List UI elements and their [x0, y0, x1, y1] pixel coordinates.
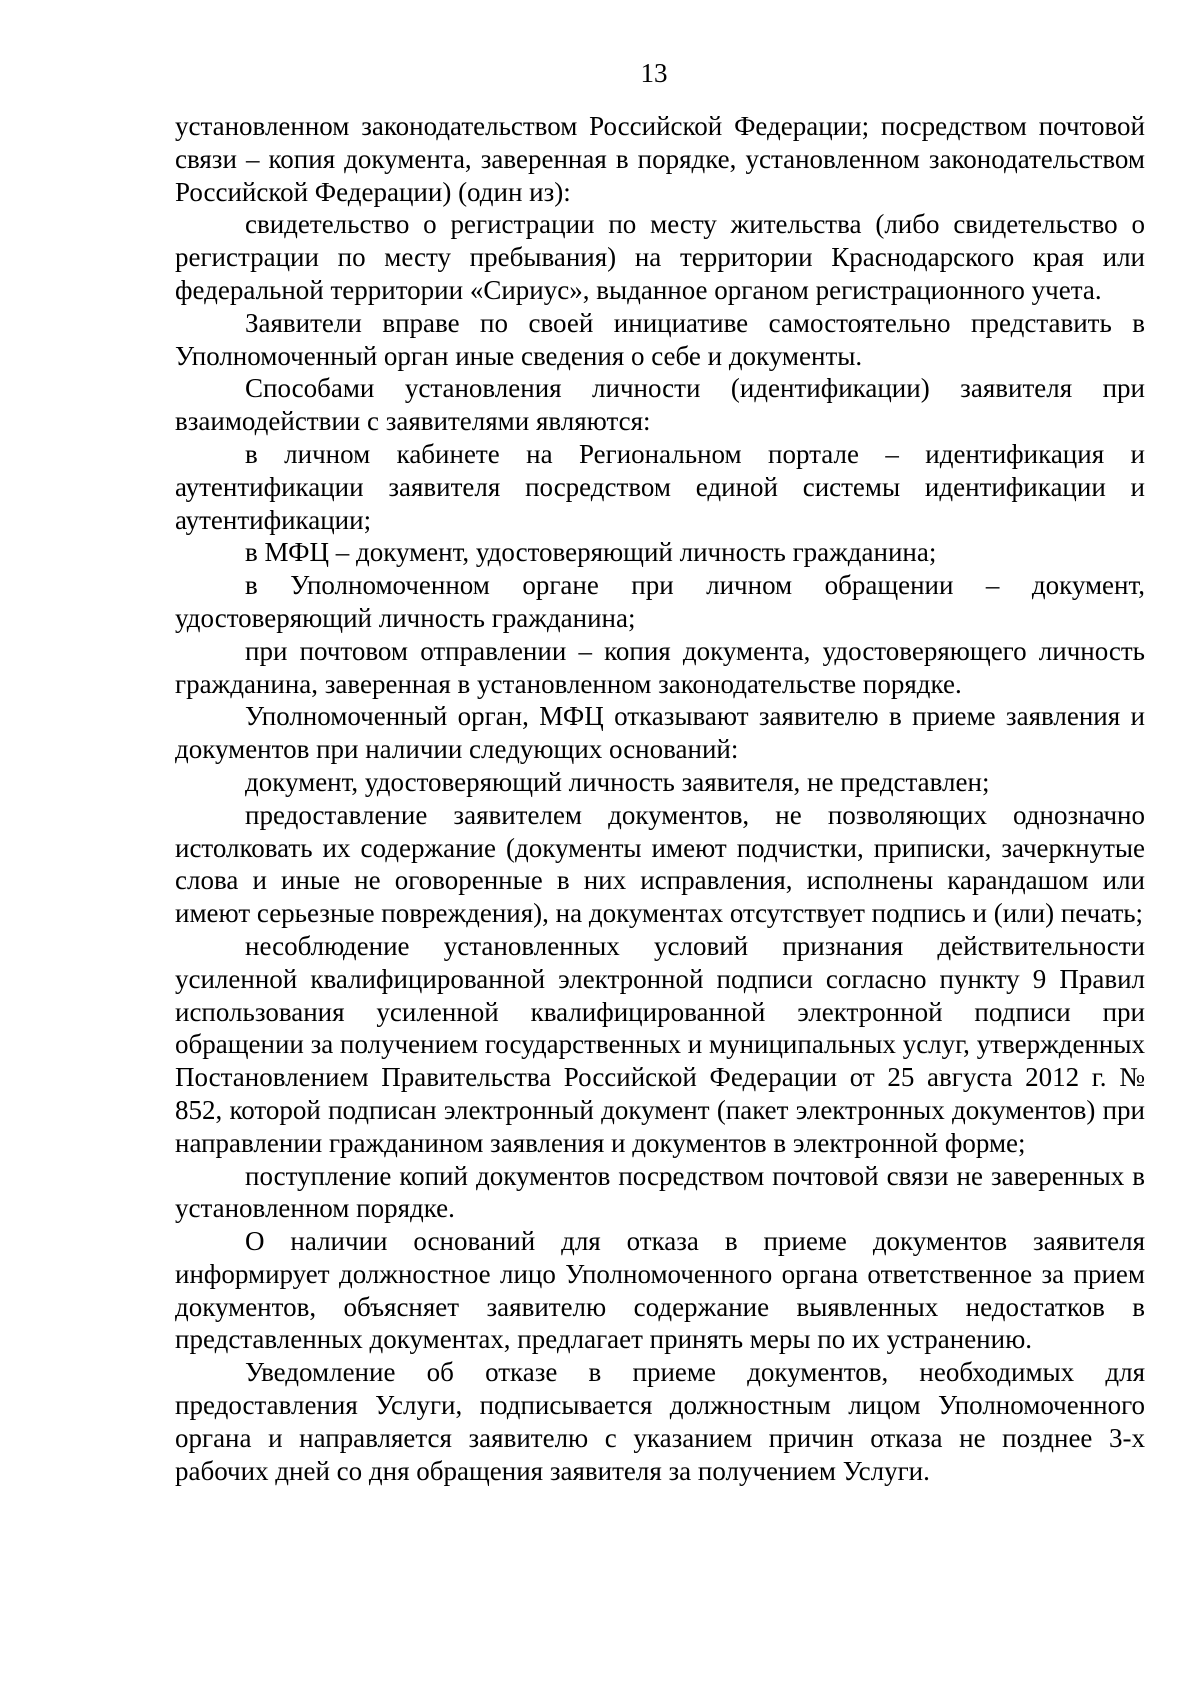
paragraph-refusal-notice: Уведомление об отказе в приеме документов, необходимых для предоставления Услуги, подписывается должностным лицом Уполномоченного органа и направляется заявителю с указанием причин отказа не позднее 3-х рабочих дней со дня обращения заявителя за получением Услуги.	[175, 1357, 1145, 1486]
paragraph-refusal-grounds: Уполномоченный орган, МФЦ отказывают заявителю в приеме заявления и документов при наличии следующих оснований:	[175, 701, 1145, 765]
paragraph-regional-portal: в личном кабинете на Региональном портале – идентификация и аутентификации заявителя посредством единой системы идентификации и аутентификации;	[175, 438, 1145, 535]
paragraph-identification-methods: Способами установления личности (идентификации) заявителя при взаимодействии с заявителями являются:	[175, 373, 1145, 437]
page-number: 13	[640, 58, 668, 88]
document-body	[175, 110, 1145, 1487]
paragraph-mfc: в МФЦ – документ, удостоверяющий личность гражданина;	[245, 537, 937, 568]
paragraph-residence-certificate: свидетельство о регистрации по месту жительства (либо свидетельство о регистрации по месту пребывания) на территории Краснодарского края или федеральной территории «Сириус», выданное органом регистрационного учета.	[175, 209, 1145, 305]
paragraph-continuation: установленном законодательством Российской Федерации; посредством почтовой связи – копия документа, заверенная в порядке, установленном законодательством Российской Федерации) (один из):	[175, 111, 1145, 207]
paragraph-inform-official: О наличии оснований для отказа в приеме документов заявителя информирует должностное лицо Уполномоченного органа ответственное за прием документов, объясняет заявителю содержание выявленных недостатков в представленных документах, предлагает принять меры по их устранению.	[175, 1226, 1145, 1355]
paragraph-applicant-right: Заявители вправе по своей инициативе самостоятельно представить в Уполномоченный орган иные сведения о себе и документы.	[175, 307, 1145, 371]
paragraph-authorized-body: в Уполномоченном органе при личном обращении – документ, удостоверяющий личность гражданина;	[175, 570, 1145, 633]
paragraph-ambiguous-documents: предоставление заявителем документов, не позволяющих однозначно истолковать их содержание (документы имеют подчистки, приписки, зачеркнутые слова и иные не оговоренные в них исправления, исполнены карандашом или имеют серьезные повреждения), на документах отсутствует подпись и (или) печать;	[175, 799, 1145, 929]
paragraph-uncertified-copies: поступление копий документов посредством почтовой связи не заверенных в установленном порядке.	[175, 1160, 1145, 1224]
paragraph-no-id-document: документ, удостоверяющий личность заявителя, не представлен;	[245, 766, 990, 797]
paragraph-postal: при почтовом отправлении – копия документа, удостоверяющего личность гражданина, заверенная в установленном законодательстве порядке.	[175, 635, 1145, 699]
paragraph-signature-validity: несоблюдение установленных условий признания действительности усиленной квалифицированной электронной подписи согласно пункту 9 Правил использования усиленной квалифицированной электронной подписи при обращении за получением государственных и муниципальных услуг, утвержденных Постановлением Правительства Российской Федерации от 25 августа 2012 г. № 852, которой подписан электронный документ (пакет электронных документов) при направлении гражданином заявления и документов в электронной форме;	[175, 930, 1145, 1158]
